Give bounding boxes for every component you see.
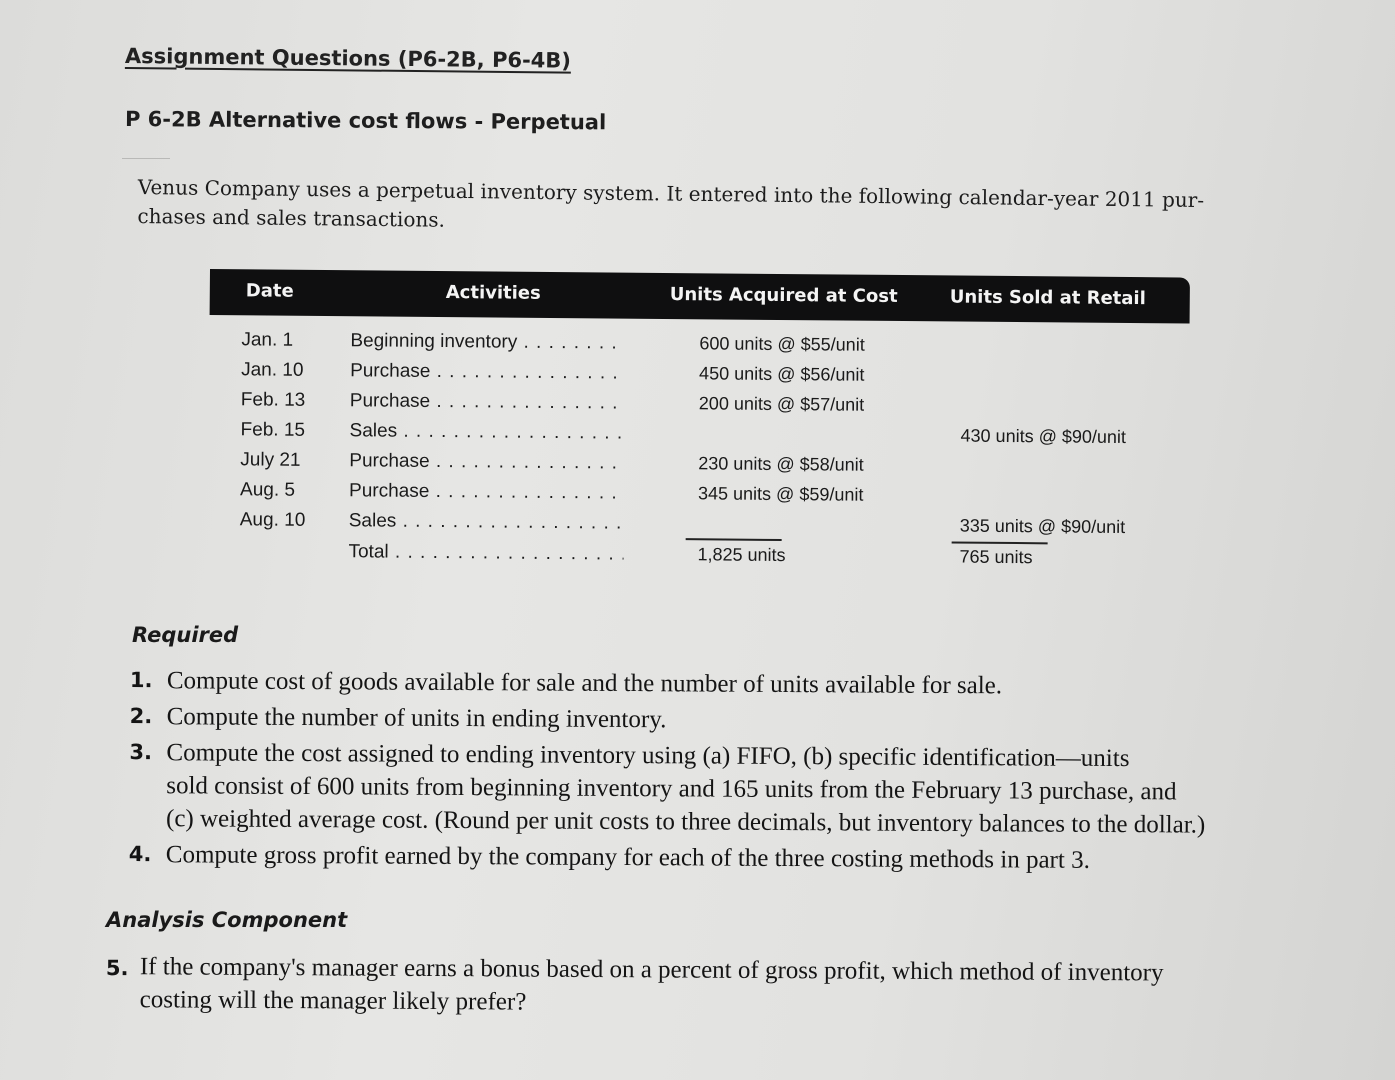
item-number: 2. <box>129 703 153 729</box>
cell-sold: 765 units <box>959 546 1033 568</box>
item-text: (c) weighted average cost. (Round per unit costs to three decimals, but inventory balances to the dollar.) <box>165 805 1206 839</box>
header-activities: Activities <box>445 282 541 304</box>
required-list <box>129 664 1310 881</box>
assignment-title: Assignment Questions (P6-2B, P6-4B) <box>124 44 572 73</box>
cell-date: Feb. 15 <box>240 419 306 441</box>
cell-acquired: 200 units @ $57/unit <box>698 393 865 415</box>
cell-date: Aug. 5 <box>239 479 296 501</box>
header-date: Date <box>245 280 294 302</box>
cell-activity: Purchase . . . <box>349 450 624 474</box>
item-number: 1. <box>129 667 153 693</box>
cell-activity: Sales . . . <box>349 510 624 534</box>
item-number: 4. <box>128 841 152 867</box>
divider <box>122 158 170 159</box>
item-number: 5. <box>105 955 129 981</box>
header-units-sold: Units Sold at Retail <box>949 286 1146 310</box>
cell-acquired: 345 units @ $59/unit <box>697 483 864 505</box>
item-text: Compute cost of goods available for sale and the number of units available for sale. <box>166 667 1003 700</box>
intro-line-2: chases and sales transactions. <box>137 203 446 232</box>
item-text: If the company's manager earns a bonus based on a percent of gross profit, which method of inventory <box>139 953 1164 987</box>
list-item <box>130 700 1310 740</box>
list-item <box>106 950 1360 1024</box>
cell-date: Jan. 10 <box>241 359 304 381</box>
cell-sold: 430 units @ $90/unit <box>960 425 1127 447</box>
cell-date: Feb. 13 <box>240 389 306 411</box>
cell-acquired: 600 units @ $55/unit <box>699 333 865 355</box>
problem-title: P 6-2B Alternative cost flows - Perpetual <box>124 107 607 135</box>
item-text: Compute the cost assigned to ending inventory using (a) FIFO, (b) specific identification—units <box>166 739 1130 773</box>
cell-activity: Total . . . <box>348 541 623 565</box>
item-text: costing will the manager likely prefer? <box>139 986 527 1016</box>
cell-date: Jan. 1 <box>241 329 294 351</box>
analysis-heading: Analysis Component <box>106 908 348 932</box>
cell-sold: 335 units @ $90/unit <box>959 515 1126 537</box>
header-units-acquired: Units Acquired at Cost <box>669 284 898 308</box>
cell-acquired: 1,825 units <box>697 544 786 566</box>
intro-line-1: Venus Company uses a perpetual inventory system. It entered into the following calendar-year 2011 pur- <box>137 174 1205 213</box>
cell-date: Aug. 10 <box>239 509 306 531</box>
cell-activity: Sales . . . <box>349 420 624 444</box>
transactions-table <box>207 269 1190 598</box>
list-item <box>129 838 1309 878</box>
cell-activity: Beginning inventory . . . <box>350 330 625 354</box>
cell-activity: Purchase . . . <box>349 480 624 504</box>
item-text: Compute the number of units in ending inventory. <box>166 703 667 734</box>
cell-acquired: 450 units @ $56/unit <box>699 363 865 385</box>
required-heading: Required <box>132 623 239 647</box>
intro-paragraph <box>137 173 1268 245</box>
cell-activity: Purchase . . . <box>350 390 625 414</box>
cell-acquired: 230 units @ $58/unit <box>698 453 864 475</box>
item-text: Compute gross profit earned by the company for each of the three costing methods in part 3. <box>165 841 1090 874</box>
item-number: 3. <box>129 739 153 765</box>
list-item <box>130 664 1310 704</box>
item-text: sold consist of 600 units from beginning inventory and 165 units from the February 13 purchase, and <box>166 772 1177 806</box>
list-item <box>129 736 1310 842</box>
cell-date: July 21 <box>240 449 301 471</box>
cell-activity: Purchase . . . <box>350 360 625 384</box>
table-header <box>210 269 1190 324</box>
